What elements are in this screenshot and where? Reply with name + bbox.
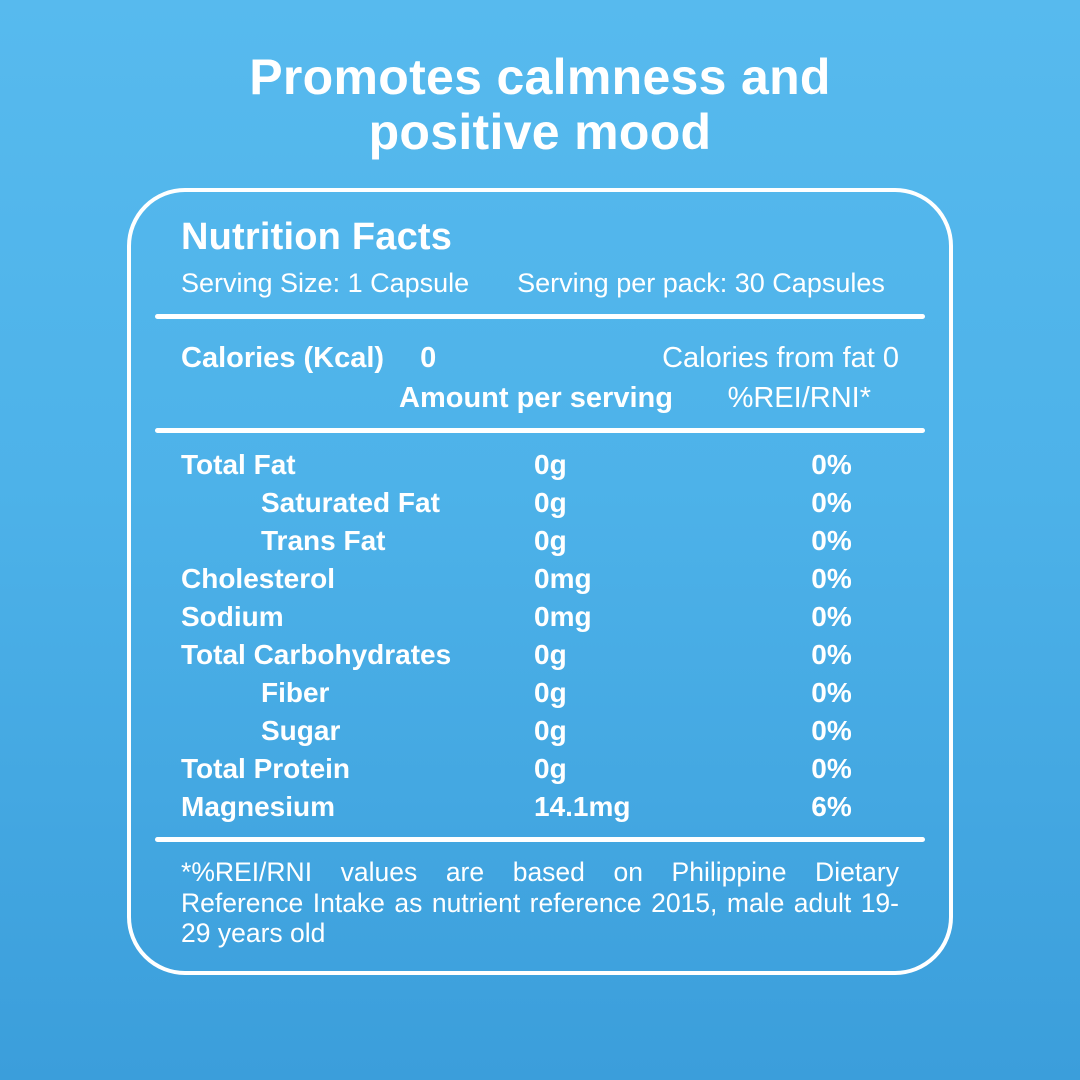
table-row [181,560,899,598]
nutrient-name: Magnesium [181,791,336,822]
calories-from-fat: Calories from fat 0 [662,342,899,374]
nutrients-table [181,446,899,826]
nutrient-rei-percent: 0% [811,449,852,480]
serving-info [181,268,899,299]
nutrient-amount: 0g [534,753,567,784]
nutrient-amount: 14.1mg [534,791,631,822]
divider [155,837,925,842]
nutrient-name: Total Protein [181,753,351,784]
nutrient-amount: 0g [534,677,567,708]
calories-value: 0 [420,342,437,374]
rei-rni-header: %REI/RNI* [727,382,871,414]
nutrient-name: Saturated Fat [261,487,440,518]
nutrient-name: Trans Fat [261,525,386,556]
divider [155,428,925,433]
table-row [181,750,899,788]
nutrient-name: Sugar [261,715,341,746]
nutrient-amount: 0g [534,525,567,556]
calories-label: Calories (Kcal) [181,342,385,374]
nutrient-rei-percent: 0% [811,525,852,556]
table-row [181,636,899,674]
nutrient-rei-percent: 0% [811,487,852,518]
nutrient-name: Sodium [181,601,284,632]
nutrient-rei-percent: 0% [811,677,852,708]
panel-header [181,216,899,299]
table-row [181,674,899,712]
table-row [181,598,899,636]
nutrient-name: Total Carbohydrates [181,639,452,670]
table-row [181,484,899,522]
servings-per-pack: Serving per pack: 30 Capsules [517,268,885,298]
table-row [181,446,899,484]
table-row [181,712,899,750]
table-row [181,522,899,560]
footnote: *%REI/RNI values are based on Philippine Dietary Reference Intake as nutrient reference 2015, male adult 19-29 years old [181,857,899,948]
nutrient-amount: 0g [534,487,567,518]
serving-size: Serving Size: 1 Capsule [181,268,470,298]
nutrient-name: Total Fat [181,449,296,480]
table-row [181,788,899,826]
nutrient-rei-percent: 0% [811,601,852,632]
nutrient-rei-percent: 0% [811,563,852,594]
nutrient-amount: 0g [534,639,567,670]
nutrient-rei-percent: 0% [811,715,852,746]
nutrient-rei-percent: 6% [811,791,852,822]
page-title: Promotes calmness and positive mood [249,49,831,160]
nutrient-name: Cholesterol [181,563,336,594]
nutrition-facts-heading: Nutrition Facts [181,216,453,258]
nutrient-amount: 0mg [534,601,592,632]
nutrient-rei-percent: 0% [811,639,852,670]
calories-row [181,342,899,375]
nutrient-amount: 0g [534,449,567,480]
divider [155,314,925,319]
nutrient-rei-percent: 0% [811,753,852,784]
nutrient-amount: 0g [534,715,567,746]
nutrition-facts-panel [127,188,953,975]
amount-per-serving-header: Amount per serving [399,382,673,414]
nutrient-amount: 0mg [534,563,592,594]
nutrient-name: Fiber [261,677,330,708]
column-headers [181,382,899,415]
